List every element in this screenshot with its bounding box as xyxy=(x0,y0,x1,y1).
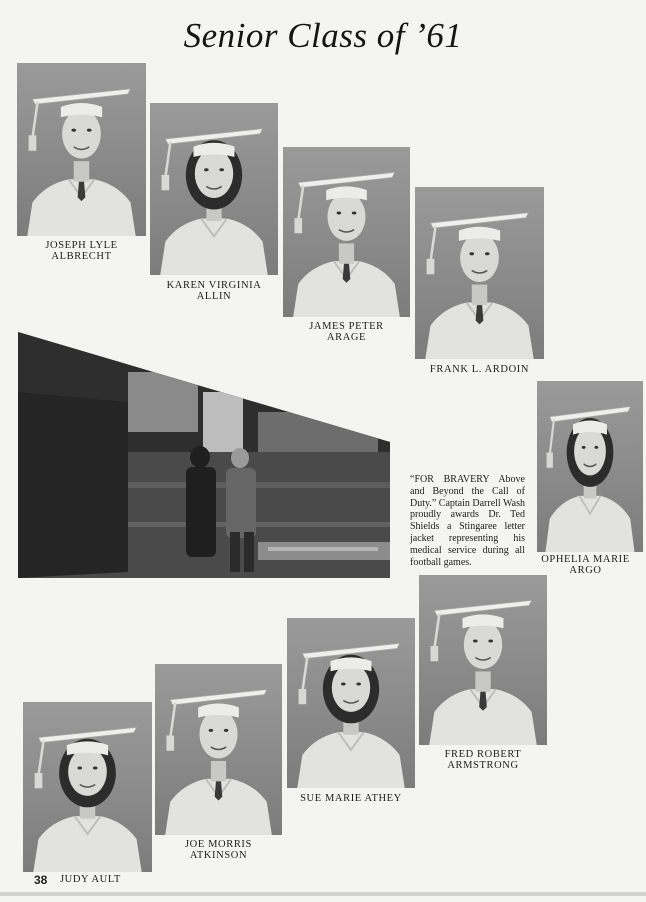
graduate-portrait-image xyxy=(287,618,415,788)
graduate-portrait-image xyxy=(17,63,146,236)
portrait-atkinson xyxy=(155,664,282,835)
caption-line1: JAMES PETER xyxy=(309,321,384,332)
caption-albrecht xyxy=(17,240,146,262)
page-bottom-edge xyxy=(0,892,646,896)
graduate-portrait-image xyxy=(23,702,152,872)
caption-line1: JUDY AULT xyxy=(60,874,121,885)
graduate-portrait-image xyxy=(150,103,278,275)
caption-ardoin xyxy=(415,364,544,375)
caption-line1: JOSEPH LYLE xyxy=(45,240,118,251)
caption-line1: FRED ROBERT xyxy=(444,749,522,760)
caption-line2: ALBRECHT xyxy=(51,251,112,262)
portrait-allin xyxy=(150,103,278,275)
caption-ault xyxy=(60,874,140,885)
portrait-ault xyxy=(23,702,152,872)
caption-athey xyxy=(287,793,415,804)
caption-line1: KAREN VIRGINIA xyxy=(166,280,262,291)
portrait-athey xyxy=(287,618,415,788)
caption-line1: FRANK L. ARDOIN xyxy=(429,364,530,375)
graduate-portrait-image xyxy=(283,147,410,317)
graduate-portrait-image xyxy=(155,664,282,835)
caption-line2: ARMSTRONG xyxy=(447,760,519,771)
graduate-portrait-image xyxy=(415,187,544,359)
portrait-arage xyxy=(283,147,410,317)
caption-armstrong xyxy=(419,749,547,771)
caption-argo xyxy=(525,554,646,576)
caption-line2: ARAGE xyxy=(326,332,367,343)
graduate-portrait-image xyxy=(419,575,547,745)
caption-line2: ALLIN xyxy=(196,291,232,302)
caption-line1: SUE MARIE ATHEY xyxy=(300,793,402,804)
graduate-portrait-image xyxy=(537,381,643,552)
page-number: 38 xyxy=(34,873,48,887)
gymnasium-scene xyxy=(18,332,390,578)
portrait-armstrong xyxy=(419,575,547,745)
caption-atkinson xyxy=(155,839,282,861)
portrait-argo xyxy=(537,381,643,552)
caption-line1: OPHELIA MARIE xyxy=(541,554,630,565)
caption-line1: JOE MORRIS xyxy=(185,839,252,850)
page-title: Senior Class of ’61 xyxy=(183,16,463,55)
award-photo xyxy=(18,332,390,578)
photo-caption-story: “FOR BRAVERY Above and Beyond the Call of Duty.” Captain Darrell Wash proudly awards Dr. Ted Shields a Stingaree letter jacket representing his medical service during all football games. xyxy=(410,474,525,568)
portrait-ardoin xyxy=(415,187,544,359)
caption-allin xyxy=(150,280,278,302)
portrait-albrecht xyxy=(17,63,146,236)
caption-line2: ATKINSON xyxy=(189,850,248,861)
caption-line2: ARGO xyxy=(569,565,602,576)
